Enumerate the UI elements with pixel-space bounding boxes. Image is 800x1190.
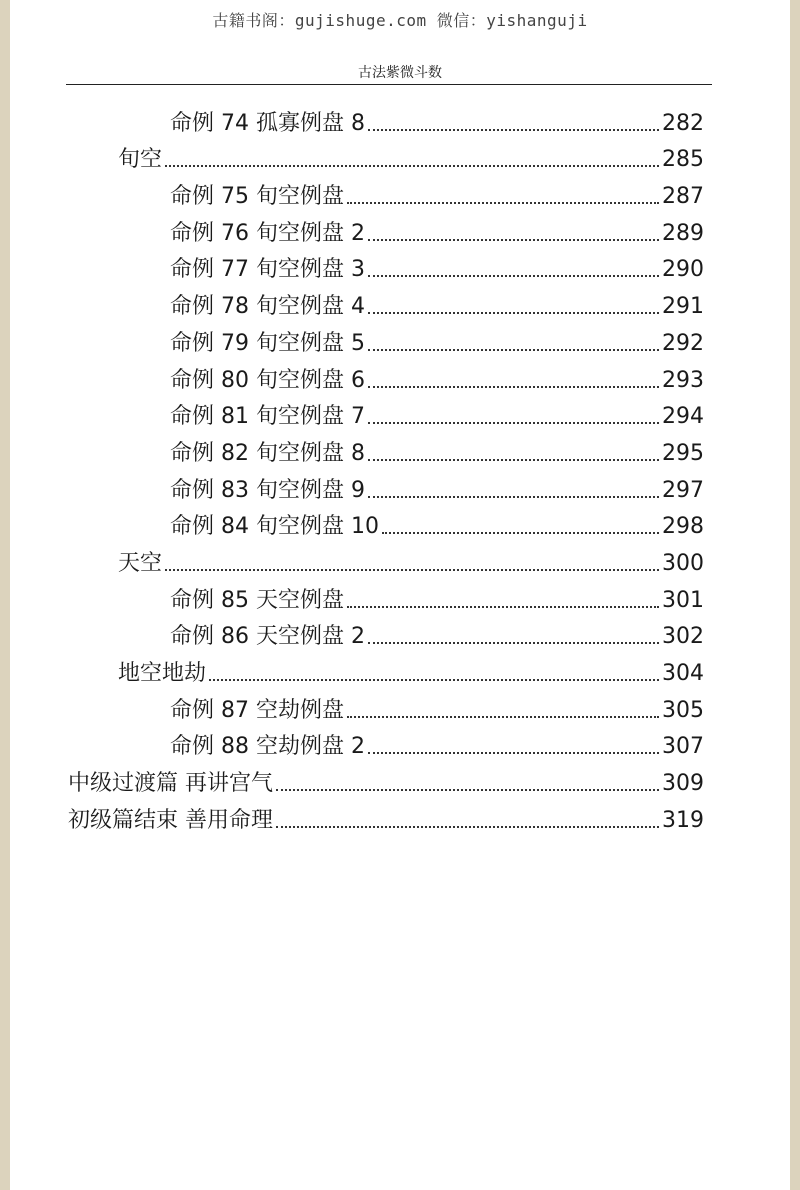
toc-page-number: 309 [662, 771, 704, 797]
toc-entry-title: 命例 79 旬空例盘 5 [170, 330, 365, 356]
dot-leader [368, 642, 659, 644]
toc-page-number: 297 [662, 477, 704, 503]
toc-entry-title: 命例 83 旬空例盘 9 [170, 477, 365, 503]
dot-leader [165, 165, 659, 167]
dot-leader [368, 459, 659, 461]
toc-entry-title: 初级篇结束 善用命理 [68, 807, 273, 833]
toc-entry [10, 287, 790, 324]
toc-entry [10, 544, 790, 581]
header-rule [66, 84, 712, 85]
toc-entry [10, 801, 790, 838]
toc-entry [10, 324, 790, 361]
toc-page-number: 298 [662, 514, 704, 540]
toc-entry [10, 104, 790, 141]
table-of-contents [10, 104, 790, 838]
dot-leader [368, 312, 659, 314]
dot-leader [347, 716, 659, 718]
dot-leader [276, 826, 659, 828]
dot-leader [347, 606, 659, 608]
toc-page-number: 291 [662, 294, 704, 320]
toc-entry [10, 471, 790, 508]
toc-entry [10, 581, 790, 618]
dot-leader [368, 275, 659, 277]
toc-entry [10, 508, 790, 545]
dot-leader [368, 239, 659, 241]
toc-entry-title: 命例 88 空劫例盘 2 [170, 734, 365, 760]
toc-page-number: 290 [662, 257, 704, 283]
toc-entry-title: 命例 77 旬空例盘 3 [170, 257, 365, 283]
dot-leader [368, 752, 659, 754]
dot-leader [368, 422, 659, 424]
toc-entry [10, 214, 790, 251]
toc-entry [10, 654, 790, 691]
toc-page-number: 292 [662, 330, 704, 356]
toc-entry-title: 命例 87 空劫例盘 [170, 697, 344, 723]
toc-entry [10, 728, 790, 765]
toc-entry [10, 434, 790, 471]
dot-leader [165, 569, 659, 571]
toc-page-number: 305 [662, 697, 704, 723]
toc-entry [10, 398, 790, 435]
toc-entry-title: 命例 82 旬空例盘 8 [170, 440, 365, 466]
document-page [10, 0, 790, 1190]
toc-entry [10, 618, 790, 655]
toc-entry [10, 177, 790, 214]
dot-leader [368, 129, 659, 131]
dot-leader [347, 202, 659, 204]
toc-entry-title: 命例 84 旬空例盘 10 [170, 514, 379, 540]
toc-page-number: 294 [662, 404, 704, 430]
toc-entry [10, 361, 790, 398]
toc-entry-title: 命例 78 旬空例盘 4 [170, 294, 365, 320]
dot-leader [368, 349, 659, 351]
toc-entry-title: 命例 76 旬空例盘 2 [170, 220, 365, 246]
toc-page-number: 295 [662, 440, 704, 466]
toc-page-number: 319 [662, 807, 704, 833]
toc-entry-title: 命例 85 天空例盘 [170, 587, 344, 613]
dot-leader [276, 789, 659, 791]
toc-page-number: 300 [662, 550, 704, 576]
toc-page-number: 282 [662, 110, 704, 136]
toc-page-number: 293 [662, 367, 704, 393]
toc-entry [10, 251, 790, 288]
toc-entry-title: 命例 75 旬空例盘 [170, 184, 344, 210]
toc-page-number: 285 [662, 147, 704, 173]
toc-entry-title: 中级过渡篇 再讲宫气 [68, 771, 273, 797]
toc-entry [10, 764, 790, 801]
dot-leader [368, 386, 659, 388]
toc-page-number: 301 [662, 587, 704, 613]
dot-leader [368, 496, 659, 498]
dot-leader [382, 532, 659, 534]
toc-page-number: 304 [662, 661, 704, 686]
toc-entry-title: 命例 81 旬空例盘 7 [170, 404, 365, 430]
toc-page-number: 287 [662, 184, 704, 210]
toc-entry-title: 地空地劫 [118, 661, 207, 686]
toc-entry-title: 天空 [118, 550, 163, 576]
toc-page-number: 289 [662, 220, 704, 246]
toc-entry [10, 691, 790, 728]
toc-entry-title: 命例 80 旬空例盘 6 [170, 367, 365, 393]
dot-leader [209, 679, 659, 681]
toc-entry-title: 命例 86 天空例盘 2 [170, 624, 365, 650]
toc-entry-title: 旬空 [118, 147, 163, 173]
running-header: 古法紫微斗数 [358, 65, 442, 81]
toc-page-number: 307 [662, 734, 704, 760]
toc-page-number: 302 [662, 624, 704, 650]
toc-entry [10, 141, 790, 178]
toc-entry-title: 命例 74 孤寡例盘 8 [170, 110, 365, 136]
watermark-text: 古籍书阁：gujishuge.com 微信：yishanguji [212, 11, 588, 30]
